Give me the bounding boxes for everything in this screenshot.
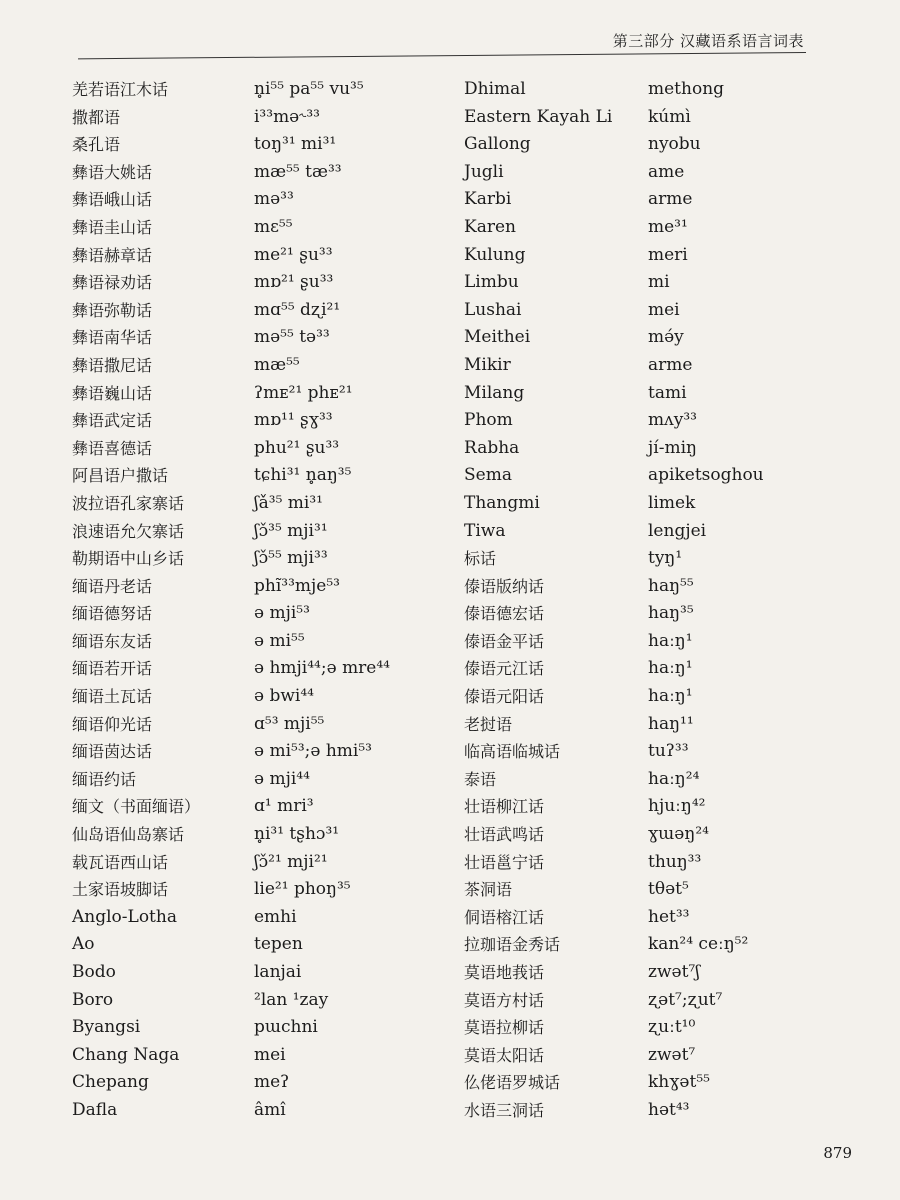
left-form-column [254,76,459,1125]
language-name: 莫语方村话 [464,990,545,1010]
word-form: kúmì [648,106,691,127]
language-name: Anglo-Lotha [72,906,177,927]
language-name: 泰语 [464,769,497,789]
word-form: tepen [254,934,303,955]
language-name: 莫语地莪话 [464,963,545,982]
language-name: 壮语柳江话 [464,797,545,817]
language-name: 彝语巍山话 [72,383,153,403]
language-name: Meithei [464,327,531,348]
word-form: lie²¹ phoŋ³⁵ [254,879,351,900]
language-name: 撒都语 [72,107,121,127]
language-name: Thangmi [464,492,540,513]
word-form: mə⁵⁵ tə³³ [254,327,330,348]
word-form: ə mi⁵⁵ [254,630,305,651]
word-form: ə mi⁵³;ə hmi⁵³ [254,741,372,762]
word-form: mæ⁵⁵ [254,354,300,375]
word-form: kan²⁴ ceːŋ⁵² [648,934,749,955]
language-name: 壮语武鸣话 [464,825,545,845]
language-name: 彝语弥勒话 [72,300,153,320]
language-name: 彝语撒尼话 [72,355,153,375]
word-form: tθət⁵ [648,879,689,900]
word-form: haːŋ¹ [648,630,693,651]
language-name: Boro [72,989,114,1010]
word-form: haːŋ¹ [648,658,693,679]
language-name: Chepang [72,1072,149,1093]
word-form: haŋ¹¹ [648,713,694,734]
word-form: n̥i³¹ tʂhɔ³¹ [254,824,340,845]
word-form: ə mji⁴⁴ [254,768,310,789]
header-rule [78,52,806,59]
language-name: 缅语德努话 [72,604,153,624]
word-form: i³³mə˞³³ [254,106,320,127]
language-name: 老挝语 [464,714,513,734]
word-form: ame [648,161,685,182]
language-name: Dafla [72,1099,118,1120]
language-name: 茶洞语 [464,880,513,900]
word-form: mɑ⁵⁵ dʐi²¹ [254,299,341,320]
language-name: 彝语喜德话 [72,438,153,458]
word-form: ɑ⁵³ mji⁵⁵ [254,713,325,734]
language-name: 彝语禄劝话 [72,273,153,293]
word-form: haːŋ²⁴ [648,768,700,789]
word-form: ə hmji⁴⁴;ə mre⁴⁴ [254,658,390,679]
word-form: ʃɔ̌²¹ mji²¹ [254,851,328,872]
word-form: ʔmᴇ²¹ phᴇ²¹ [254,382,353,403]
language-name: 彝语武定话 [72,411,153,431]
word-form: ɣɯəŋ²⁴ [648,824,709,845]
language-name: Kulung [464,244,526,265]
word-form: mɛ⁵⁵ [254,216,293,237]
language-name: Sema [464,465,512,486]
language-name: 傣语德宏话 [464,604,545,624]
language-name: 标话 [464,549,497,569]
word-form: mɒ¹¹ ʂɣ³³ [254,410,333,431]
word-form: zwət⁷ʃ [648,962,700,982]
word-form: mə́y [648,327,684,348]
word-form: mei [648,299,680,320]
right-form-column [648,76,848,1125]
language-name: Tiwa [464,520,506,541]
word-form: phĩ³³mje⁵³ [254,575,340,596]
language-name: 缅语丹老话 [72,576,153,596]
language-name: 缅文（书面缅语） [72,797,201,817]
word-form: zwət⁷ [648,1044,696,1065]
word-form: ʃɔ̌³⁵ mji³¹ [254,520,328,541]
word-form: hət⁴³ [648,1099,690,1120]
language-name: 缅语东友话 [72,631,153,651]
word-form: limek [648,492,696,513]
page-number: 879 [823,1144,852,1162]
word-form: nyobu [648,134,701,155]
language-name: Eastern Kayah Li [464,106,613,127]
language-name: Limbu [464,272,519,293]
language-name: Byangsi [72,1017,141,1038]
language-name: Chang Naga [72,1044,180,1065]
word-form: methong [648,79,725,99]
word-form: lanjai [254,962,302,982]
word-form: ə mji⁵³ [254,603,310,624]
language-name: 仫佬语罗城话 [464,1073,561,1093]
language-name: Phom [464,410,513,431]
language-name: 波拉语孔家寨话 [72,493,185,513]
word-form: n̥i⁵⁵ pa⁵⁵ vu³⁵ [254,79,364,99]
word-form: phu²¹ ʂu³³ [254,437,340,458]
language-name: Ao [72,934,95,955]
language-name: 阿昌语户撒话 [72,466,169,486]
word-form: me²¹ ʂu³³ [254,244,333,265]
language-name: Gallong [464,134,531,155]
word-form: ʐuːt¹⁰ [648,1017,696,1038]
language-name: 莫语太阳话 [464,1045,545,1065]
language-name: Karbi [464,189,512,210]
language-name: 傣语版纳话 [464,576,545,596]
word-form: mæ⁵⁵ tæ³³ [254,161,342,182]
language-name: Bodo [72,962,116,982]
word-form: haːŋ¹ [648,686,693,707]
language-name: Dhimal [464,79,526,99]
language-name: 缅语约话 [72,769,137,789]
language-name: 浪速语允欠寨话 [72,521,185,541]
word-form: meʔ [254,1072,290,1093]
word-form: tuʔ³³ [648,741,689,762]
language-name: 勒期语中山乡话 [72,549,185,569]
word-form: tɕhi³¹ n̥aŋ³⁵ [254,465,352,486]
language-name: 莫语拉柳话 [464,1018,545,1038]
language-name: 侗语榕江话 [464,907,545,927]
word-form: ʃǎ³⁵ mi³¹ [254,492,323,513]
word-form: het³³ [648,906,690,927]
language-name: 载瓦语西山话 [72,852,169,872]
language-name: 彝语圭山话 [72,217,153,237]
language-name: 傣语元阳话 [464,687,545,707]
language-name: Mikir [464,354,511,375]
language-name: 临高语临城话 [464,742,561,762]
language-name: 傣语金平话 [464,631,545,651]
language-name: 桑孔语 [72,135,121,155]
word-form: pɯchni [254,1017,318,1038]
language-name: 彝语南华话 [72,328,153,348]
word-form: jí-miŋ [648,437,697,458]
word-form: ə bwi⁴⁴ [254,686,314,707]
language-name: 羌若语江木话 [72,80,169,99]
language-name: 彝语赫章话 [72,245,153,265]
right-language-column [464,76,644,1125]
language-name: 傣语元江话 [464,659,545,679]
word-form: mə³³ [254,189,294,210]
language-name: 缅语仰光话 [72,714,153,734]
word-form: ²lan ¹zay [254,989,329,1010]
word-form: apiketsoghou [648,465,764,486]
word-form: khɣət⁵⁵ [648,1072,710,1093]
language-name: Rabha [464,437,520,458]
language-name: 缅语土瓦话 [72,687,153,707]
word-form: thuŋ³³ [648,851,702,872]
word-form: ʃɔ̌⁵⁵ mji³³ [254,548,328,569]
language-name: Milang [464,382,525,403]
language-name: Jugli [464,161,504,182]
word-form: haŋ³⁵ [648,603,694,624]
word-form: ɑ¹ mri³ [254,796,314,817]
word-form: arme [648,189,693,210]
word-form: tyŋ¹ [648,548,683,569]
word-form: tami [648,382,687,403]
word-form: emhi [254,906,297,927]
running-header: 第三部分 汉藏语系语言词表 [612,32,804,50]
word-form: mʌy³³ [648,410,697,431]
language-name: 水语三洞话 [464,1100,545,1120]
language-name: 仙岛语仙岛寨话 [72,825,185,845]
word-form: lengjei [648,520,707,541]
word-form: mi [648,272,670,293]
language-name: Lushai [464,299,522,320]
language-name: 壮语邕宁话 [464,852,545,872]
word-form: ʐət⁷;ʐut⁷ [648,989,723,1010]
language-name: 土家语坡脚话 [72,880,169,900]
word-form: hjuːŋ⁴² [648,796,706,817]
language-name: 拉珈语金秀话 [464,935,561,955]
word-form: toŋ³¹ mi³¹ [254,134,337,155]
word-form: mei [254,1044,286,1065]
language-name: 彝语峨山话 [72,190,153,210]
word-form: âmî [254,1099,286,1120]
left-language-column [72,76,248,1125]
word-form: meri [648,244,688,265]
word-form: haŋ⁵⁵ [648,575,694,596]
word-form: mɒ²¹ ʂu³³ [254,272,334,293]
language-name: 缅语茵达话 [72,742,153,762]
word-form: me³¹ [648,216,688,237]
word-form: arme [648,354,693,375]
language-name: Karen [464,216,516,237]
language-name: 缅语若开话 [72,659,153,679]
language-name: 彝语大姚话 [72,162,153,182]
